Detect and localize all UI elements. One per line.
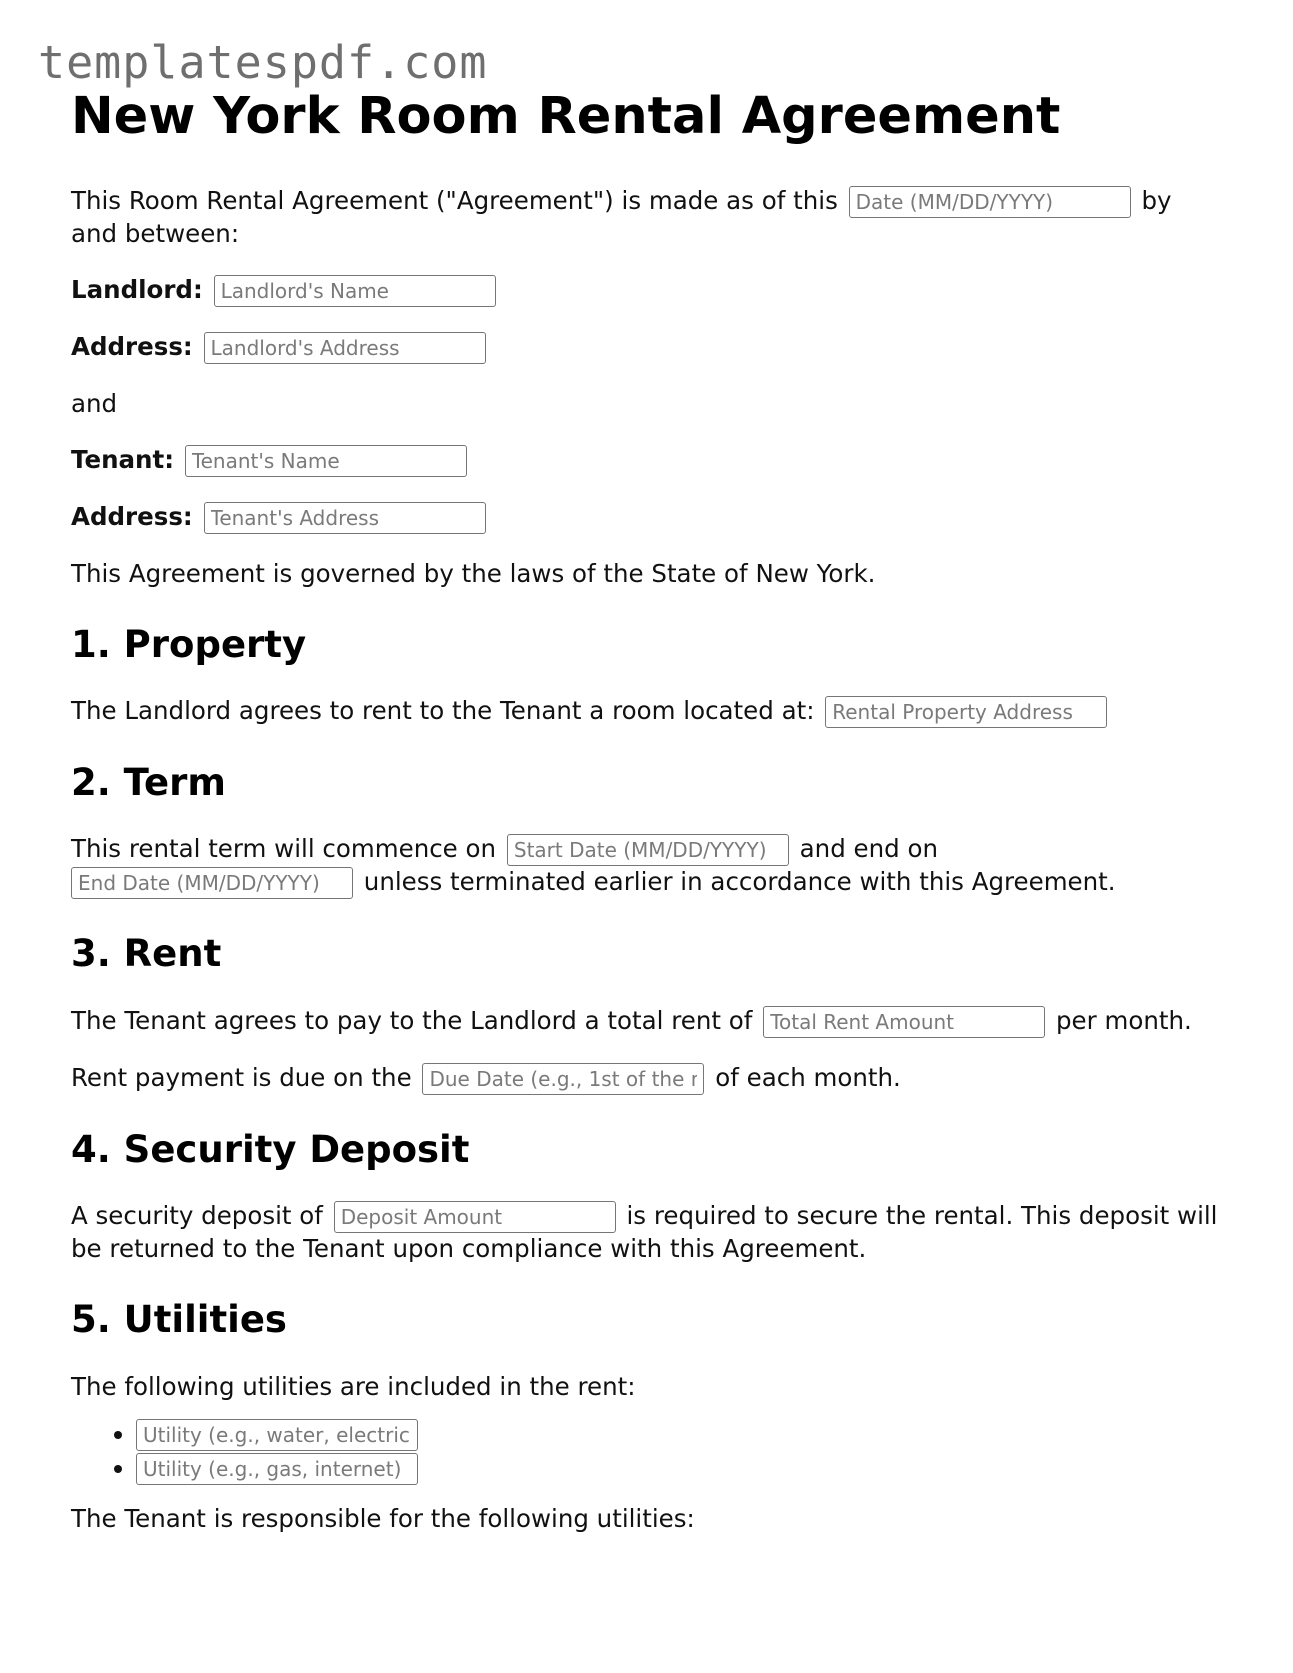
term-text-before: This rental term will commence on	[71, 834, 497, 864]
term-paragraph	[71, 833, 1221, 899]
property-paragraph	[71, 695, 1221, 728]
included-utility-input-1[interactable]	[136, 1419, 418, 1451]
agreement-date-input[interactable]	[849, 186, 1131, 218]
landlord-name-input[interactable]	[214, 275, 496, 307]
rent-due-date-input[interactable]	[422, 1063, 704, 1095]
rent-amount-paragraph	[71, 1005, 1221, 1038]
agreement-document	[71, 88, 1221, 1535]
start-date-input[interactable]	[507, 834, 789, 866]
tenant-name-input[interactable]	[185, 445, 467, 477]
landlord-address-label: Address:	[71, 331, 193, 361]
intro-text-before: This Room Rental Agreement ("Agreement") is made as of this	[71, 185, 838, 215]
section-heading-property: 1. Property	[71, 622, 307, 666]
tenant-name-label: Tenant:	[71, 444, 175, 474]
page-title: New York Room Rental Agreement	[71, 87, 1061, 146]
rent-due-paragraph	[71, 1062, 1221, 1095]
property-text: The Landlord agrees to rent to the Tenant a room located at:	[71, 696, 815, 726]
deposit-text-before: A security deposit of	[71, 1201, 323, 1231]
intro-text-after: by and between:	[71, 185, 1172, 248]
landlord-address-row	[71, 331, 1221, 364]
deposit-amount-input[interactable]	[334, 1201, 616, 1233]
tenant-name-row	[71, 444, 1221, 477]
landlord-name-label: Landlord:	[71, 274, 203, 304]
included-utilities-list	[71, 1417, 1221, 1485]
intro-paragraph	[71, 185, 1221, 250]
section-heading-utilities: 5. Utilities	[71, 1298, 287, 1342]
deposit-paragraph	[71, 1200, 1221, 1265]
section-heading-security-deposit: 4. Security Deposit	[71, 1127, 470, 1171]
list-item	[136, 1451, 1221, 1485]
landlord-name-row	[71, 274, 1221, 307]
end-date-input[interactable]	[71, 867, 353, 899]
tenant-address-row	[71, 501, 1221, 534]
section-heading-term: 2. Term	[71, 761, 226, 805]
deposit-text-after: is required to secure the rental. This deposit will be returned to the Tenant upon compliance with this Agreement.	[71, 1201, 1218, 1264]
list-item	[136, 1417, 1221, 1451]
term-text-middle: and end on	[799, 834, 939, 864]
total-rent-amount-input[interactable]	[763, 1006, 1045, 1038]
section-heading-rent: 3. Rent	[71, 932, 222, 976]
rent-due-text-before: Rent payment is due on the	[71, 1062, 412, 1092]
tenant-address-label: Address:	[71, 501, 193, 531]
rent-text-after: per month.	[1055, 1005, 1192, 1035]
governing-law-text: This Agreement is governed by the laws of the State of New York.	[71, 558, 876, 588]
rent-due-text-after: of each month.	[715, 1062, 901, 1092]
landlord-address-input[interactable]	[204, 332, 486, 364]
rental-property-address-input[interactable]	[825, 696, 1107, 728]
and-text: and	[71, 388, 118, 418]
utilities-included-text: The following utilities are included in the rent:	[71, 1371, 636, 1401]
utilities-tenant-text: The Tenant is responsible for the following utilities:	[71, 1503, 695, 1533]
included-utility-input-2[interactable]	[136, 1453, 418, 1485]
rent-text-before: The Tenant agrees to pay to the Landlord a total rent of	[71, 1005, 753, 1035]
tenant-address-input[interactable]	[204, 502, 486, 534]
term-text-after: unless terminated earlier in accordance with this Agreement.	[363, 867, 1116, 897]
watermark: templatespdf.com	[38, 36, 488, 89]
